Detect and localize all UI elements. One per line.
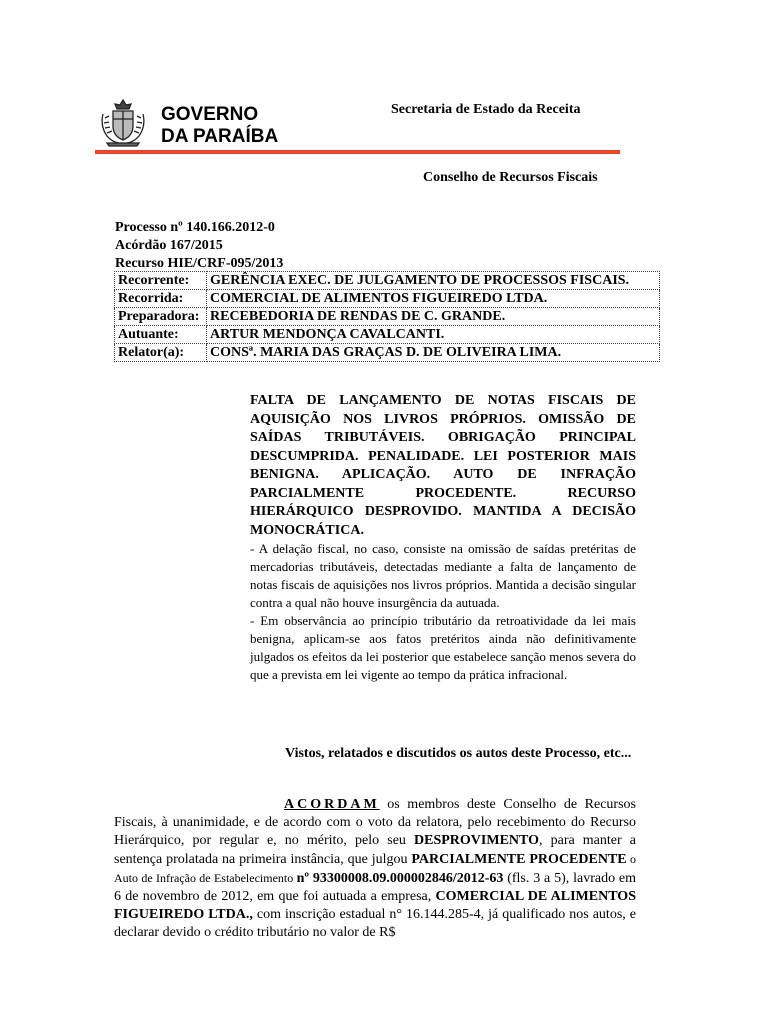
party-label: Autuante: bbox=[115, 326, 207, 344]
ementa-paragraph-1: - A delação fiscal, no caso, consiste na omissão de saídas pretéritas de mercadorias tributáveis, detectadas mediante a falta de lançamento de notas fiscais de aquisições nos livros próprios. Mantida a decisão singular contra a qual não houve insurgência da autuada. bbox=[250, 541, 636, 610]
party-label: Recorrida: bbox=[115, 290, 207, 308]
table-row bbox=[115, 326, 660, 344]
table-row bbox=[115, 344, 660, 362]
gov-line-1: GOVERNO bbox=[161, 104, 259, 125]
party-label: Relator(a): bbox=[115, 344, 207, 362]
party-value: RECEBEDORIA DE RENDAS DE C. GRANDE. bbox=[207, 308, 660, 326]
parties-table bbox=[114, 271, 660, 362]
acordam-text-4: (fls. 3 a 5), lavrado em 6 de novembro de 2012, em que foi autuada a empresa, bbox=[114, 871, 637, 904]
acordam-bold-2: PARCIALMENTE PROCEDENTE bbox=[411, 852, 627, 867]
conselho-title: Conselho de Recursos Fiscais bbox=[423, 170, 598, 185]
acordam-text-1: os membros deste Conselho de Recursos Fiscais, à unanimidade, e de acordo com o voto da relatora, pelo recebimento do Recurso Hierárquico, por regular e, no mérito, pelo seu bbox=[114, 797, 636, 848]
acordam-bold-3: nº 93300008.09.000002846/2012-63 bbox=[296, 871, 504, 886]
acordam-paragraph bbox=[114, 796, 636, 942]
government-logo-text bbox=[161, 104, 278, 148]
table-row bbox=[115, 272, 660, 290]
gov-line-2: DA PARAÍBA bbox=[161, 126, 279, 147]
acordam-keyword: ACORDAM bbox=[284, 797, 380, 812]
processo-number: Processo nº 140.166.2012-0 bbox=[115, 220, 275, 235]
acordam-bold-4: COMERCIAL DE ALIMENTOS FIGUEIREDO LTDA., bbox=[114, 889, 636, 922]
recurso-number: Recurso HIE/CRF-095/2013 bbox=[115, 256, 284, 271]
party-value: ARTUR MENDONÇA CAVALCANTI. bbox=[207, 326, 660, 344]
ementa-heading: FALTA DE LANÇAMENTO DE NOTAS FISCAIS DE AQUISIÇÃO NOS LIVROS PRÓPRIOS. OMISSÃO DE SAÍDAS TRIBUTÁVEIS. OBRIGAÇÃO PRINCIPAL DESCUMPRIDA. PENALIDADE. LEI POSTERIOR MAIS BENIGNA. APLICAÇÃO. AUTO DE INFRAÇÃO PARCIALMENTE PROCEDENTE. RECURSO HIERÁRQUICO DESPROVIDO. MANTIDA A DECISÃO MONOCRÁTICA. bbox=[250, 393, 636, 538]
vistos-line: Vistos, relatados e discutidos os autos deste Processo, etc... bbox=[285, 746, 632, 761]
party-value: GERÊNCIA EXEC. DE JULGAMENTO DE PROCESSOS FISCAIS. bbox=[207, 272, 660, 290]
paraiba-coat-of-arms-icon bbox=[97, 96, 149, 148]
table-row bbox=[115, 308, 660, 326]
acordam-text-3: o Auto de Infração de Estabelecimento bbox=[114, 852, 636, 885]
party-value: CONSª. MARIA DAS GRAÇAS D. DE OLIVEIRA LIMA. bbox=[207, 344, 660, 362]
party-value: COMERCIAL DE ALIMENTOS FIGUEIREDO LTDA. bbox=[207, 290, 660, 308]
ementa-block bbox=[250, 392, 636, 684]
process-info bbox=[115, 219, 283, 273]
acordam-bold-1: DESPROVIMENTO bbox=[414, 833, 539, 848]
acordao-number: Acórdão 167/2015 bbox=[115, 238, 223, 253]
secretaria-title: Secretaria de Estado da Receita bbox=[391, 102, 581, 117]
header-divider bbox=[95, 150, 620, 154]
table-row bbox=[115, 290, 660, 308]
acordam-text-5: com inscrição estadual n° 16.144.285-4, já qualificado nos autos, e declarar devido o crédito tributário no valor de R$ bbox=[114, 907, 636, 940]
party-label: Preparadora: bbox=[115, 308, 207, 326]
ementa-paragraph-2: - Em observância ao princípio tributário da retroatividade da lei mais benigna, aplicam-se aos fatos pretéritos ainda não definitivamente julgados os efeitos da lei posterior que estabelece sanção menos severa do que a prevista em lei vigente ao tempo da prática infracional. bbox=[250, 613, 636, 682]
acordam-text-2: , para manter a sentença prolatada na primeira instância, que julgou bbox=[114, 833, 636, 867]
party-label: Recorrente: bbox=[115, 272, 207, 290]
